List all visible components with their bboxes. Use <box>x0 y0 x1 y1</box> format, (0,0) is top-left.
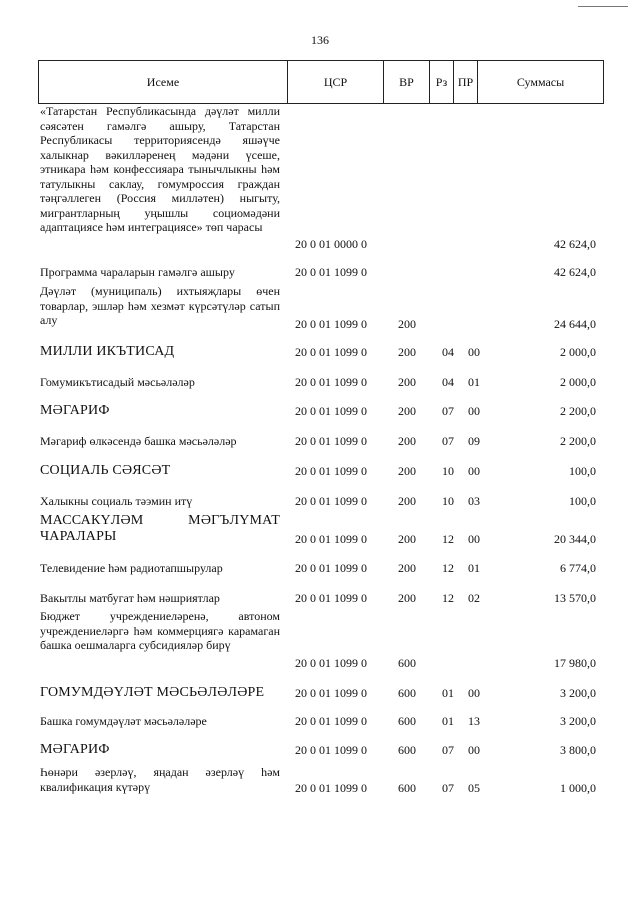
row-sum: 6 774,0 <box>560 561 596 575</box>
row-csr: 20 0 01 1099 0 <box>295 561 367 575</box>
row-name: Башка гомумдәүләт мәсьәләләре <box>40 714 207 728</box>
row-rz: 01 <box>442 686 454 700</box>
row-csr: 20 0 01 1099 0 <box>295 532 367 546</box>
row-sum: 100,0 <box>569 464 596 478</box>
row-name: Программа чараларын гамәлгә ашыру <box>40 265 235 279</box>
row-vr: 600 <box>398 781 416 795</box>
row-vr: 200 <box>398 494 416 508</box>
row-pr: 09 <box>468 434 480 448</box>
row-pr: 02 <box>468 591 480 605</box>
row-pr: 00 <box>468 464 480 478</box>
row-vr: 200 <box>398 345 416 359</box>
row-csr: 20 0 01 1099 0 <box>295 375 367 389</box>
header-rz: Рз <box>429 61 453 103</box>
row-csr: 20 0 01 1099 0 <box>295 686 367 700</box>
header-sum: Суммасы <box>477 61 603 103</box>
row-rz: 07 <box>442 434 454 448</box>
row-sum: 24 644,0 <box>554 317 596 331</box>
row-csr: 20 0 01 1099 0 <box>295 743 367 757</box>
row-name: Һөнәри әзерләү, яңадан әзерләү һәм квалификация күтәрү <box>40 765 280 794</box>
header-name: Исеме <box>146 75 180 89</box>
row-name: СОЦИАЛЬ СӘЯСӘТ <box>40 463 171 478</box>
row-sum: 42 624,0 <box>554 265 596 279</box>
row-csr: 20 0 01 1099 0 <box>295 464 367 478</box>
row-vr: 600 <box>398 743 416 757</box>
row-csr: 20 0 01 1099 0 <box>295 656 367 670</box>
row-name: Халыкны социаль тәэмин итү <box>40 494 193 508</box>
row-pr: 03 <box>468 494 480 508</box>
row-csr: 20 0 01 1099 0 <box>295 714 367 728</box>
row-sum: 13 570,0 <box>554 591 596 605</box>
table-header <box>38 60 604 104</box>
row-csr: 20 0 01 1099 0 <box>295 781 367 795</box>
row-rz: 12 <box>442 561 454 575</box>
row-pr: 05 <box>468 781 480 795</box>
row-csr: 20 0 01 0000 0 <box>295 237 367 251</box>
row-sum: 1 000,0 <box>560 781 596 795</box>
row-csr: 20 0 01 1099 0 <box>295 265 367 279</box>
row-pr: 00 <box>468 743 480 757</box>
row-name: Телевидение һәм радиотапшырулар <box>40 561 223 575</box>
header-pr: ПР <box>453 61 477 103</box>
row-pr: 01 <box>468 561 480 575</box>
row-rz: 10 <box>442 464 454 478</box>
row-sum: 42 624,0 <box>554 237 596 251</box>
row-csr: 20 0 01 1099 0 <box>295 345 367 359</box>
row-pr: 13 <box>468 714 480 728</box>
row-pr: 00 <box>468 532 480 546</box>
row-sum: 2 200,0 <box>560 434 596 448</box>
row-csr: 20 0 01 1099 0 <box>295 317 367 331</box>
row-name: ГОМУМДӘҮЛӘТ МӘСЬӘЛӘЛӘРЕ <box>40 685 265 700</box>
row-csr: 20 0 01 1099 0 <box>295 591 367 605</box>
row-sum: 3 800,0 <box>560 743 596 757</box>
row-name: МИЛЛИ ИКЪТИСАД <box>40 344 175 359</box>
row-sum: 2 000,0 <box>560 345 596 359</box>
row-sum: 17 980,0 <box>554 656 596 670</box>
row-name: Гомумикътисадый мәсьәләләр <box>40 375 195 389</box>
row-pr: 01 <box>468 375 480 389</box>
row-sum: 3 200,0 <box>560 686 596 700</box>
row-rz: 04 <box>442 375 454 389</box>
row-rz: 04 <box>442 345 454 359</box>
row-name: Вакытлы матбугат һәм нәшриятлар <box>40 591 220 605</box>
page-number: 136 <box>311 33 329 47</box>
row-rz: 07 <box>442 743 454 757</box>
row-vr: 600 <box>398 686 416 700</box>
row-rz: 12 <box>442 591 454 605</box>
header-vr: ВР <box>383 61 429 103</box>
scan-corner-mark <box>578 6 628 7</box>
row-vr: 600 <box>398 714 416 728</box>
row-name: Бюджет учреждениеләренә, автоном учреждениеләргә һәм коммерциягә карамаган башка оешмаларга субсидияләр бирү <box>40 609 280 652</box>
row-csr: 20 0 01 1099 0 <box>295 404 367 418</box>
row-sum: 20 344,0 <box>554 532 596 546</box>
row-rz: 07 <box>442 781 454 795</box>
row-rz: 01 <box>442 714 454 728</box>
row-vr: 600 <box>398 656 416 670</box>
row-sum: 2 000,0 <box>560 375 596 389</box>
row-vr: 200 <box>398 561 416 575</box>
row-name: МАССАКҮЛӘМ МӘГЪЛҮМАТ ЧАРАЛАРЫ <box>40 513 280 544</box>
row-vr: 200 <box>398 404 416 418</box>
row-csr: 20 0 01 1099 0 <box>295 434 367 448</box>
row-name: МӘГАРИФ <box>40 403 110 418</box>
row-sum: 3 200,0 <box>560 714 596 728</box>
row-rz: 07 <box>442 404 454 418</box>
row-vr: 200 <box>398 591 416 605</box>
row-vr: 200 <box>398 532 416 546</box>
row-name: «Татарстан Республикасында дәүләт милли сәясәтен гамәлгә ашыру, Татарстан Республикасы территориясендә яшәүче халыкнар вәкилләренең мәдәни үсеше, этникара һәм конфессияара тынычлыкны һәм татулыкны саклау, гомумроссия граждан тәңгәллеген (Россия милләтен) ныгыту, мигрантларның уңышлы социомәдәни адаптациясе һәм интеграциясе» төп чарасы <box>40 104 280 234</box>
row-name: Дәүләт (муниципаль) ихтыяҗлары өчен товарлар, эшләр һәм хезмәт күрсәтүләр сатып алу <box>40 284 280 327</box>
row-vr: 200 <box>398 434 416 448</box>
row-name: Мәгариф өлкәсендә башка мәсьәләләр <box>40 434 237 448</box>
row-pr: 00 <box>468 686 480 700</box>
row-vr: 200 <box>398 464 416 478</box>
header-csr: ЦСР <box>287 61 383 103</box>
row-sum: 2 200,0 <box>560 404 596 418</box>
row-pr: 00 <box>468 345 480 359</box>
row-vr: 200 <box>398 317 416 331</box>
row-rz: 12 <box>442 532 454 546</box>
row-sum: 100,0 <box>569 494 596 508</box>
row-vr: 200 <box>398 375 416 389</box>
row-csr: 20 0 01 1099 0 <box>295 494 367 508</box>
row-rz: 10 <box>442 494 454 508</box>
row-pr: 00 <box>468 404 480 418</box>
row-name: МӘГАРИФ <box>40 742 110 757</box>
